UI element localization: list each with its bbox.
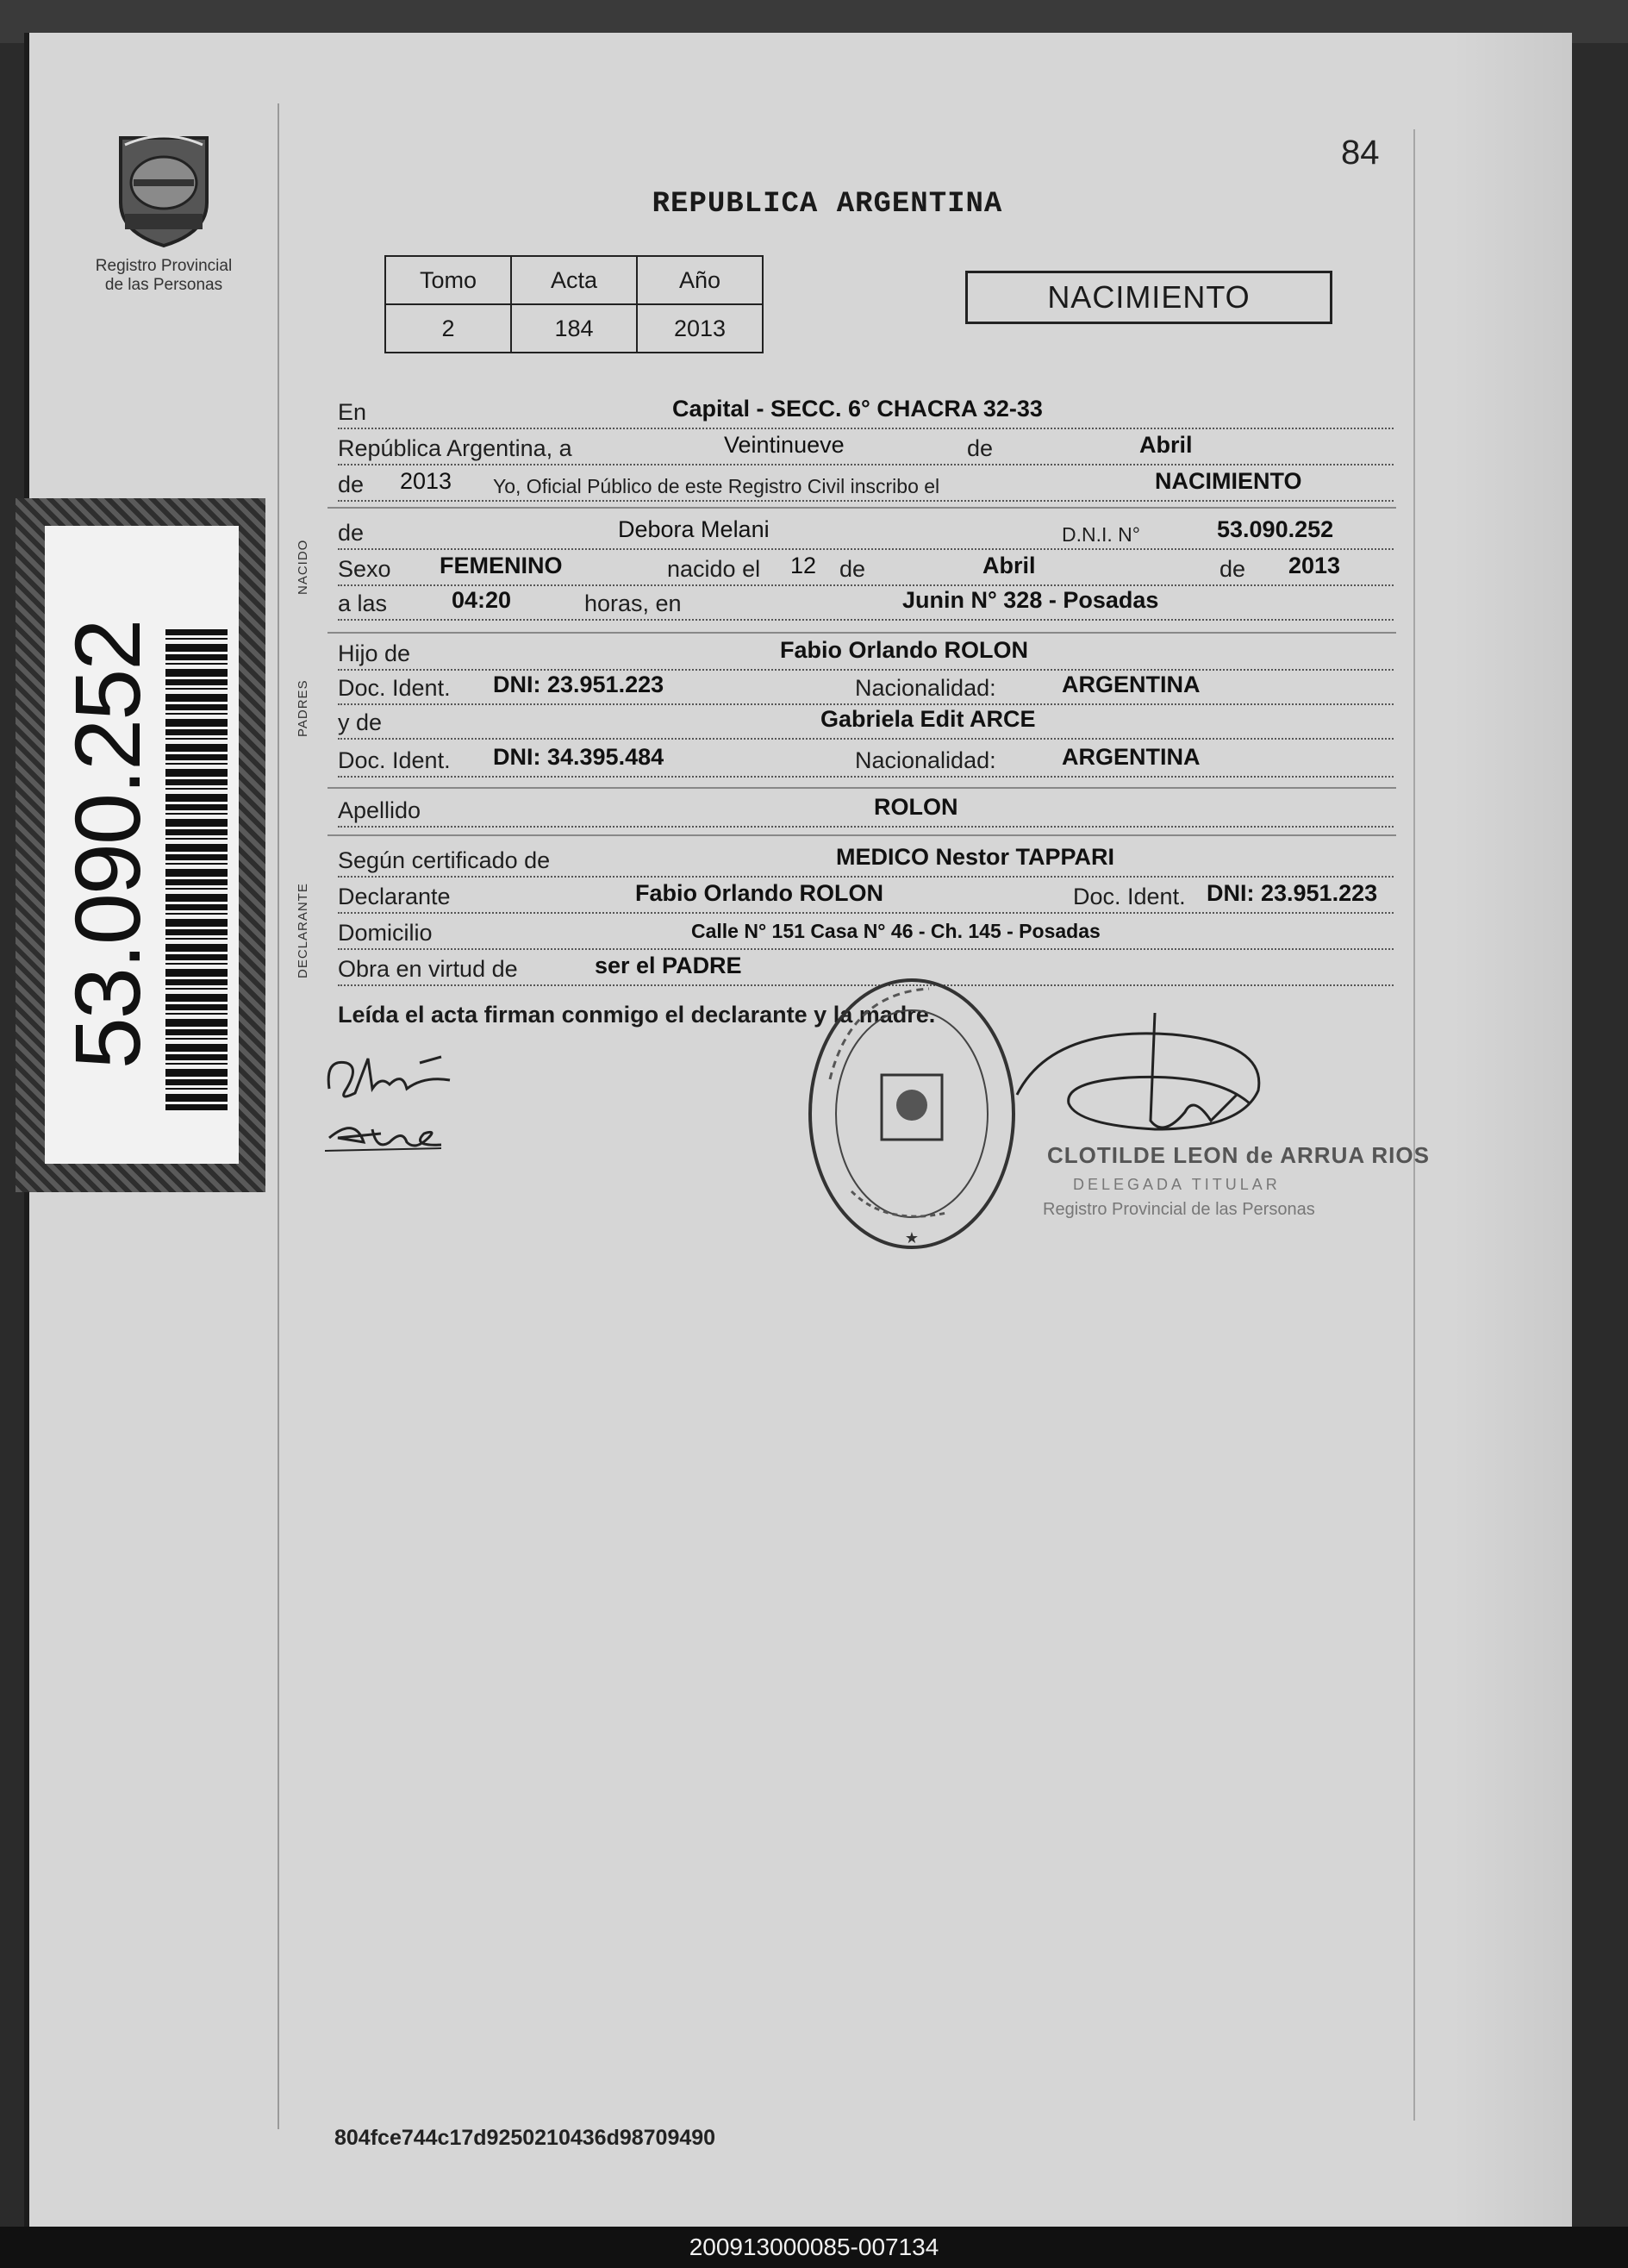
value-day: Veintinueve [724, 432, 845, 458]
section-separator [327, 834, 1396, 836]
table-value-tomo: 2 [385, 304, 511, 353]
label-y-de: y de [338, 709, 383, 735]
dotted-line [338, 428, 1394, 429]
value-mother-nationality: ARGENTINA [1062, 744, 1201, 770]
value-place: Capital - SECC. 6° CHACRA 32-33 [672, 396, 1043, 422]
dotted-line [338, 738, 1394, 740]
closing-statement: Leída el acta firman conmigo el declarante y la madre. [338, 1002, 936, 1028]
record-row-place [338, 395, 1394, 429]
dotted-line [338, 776, 1394, 778]
record-row-sex [338, 552, 1394, 586]
signature-2 [321, 1112, 450, 1164]
value-declarant-doc: DNI: 23.951.223 [1207, 880, 1378, 906]
label-republica: República Argentina, a [338, 435, 572, 461]
table-value-ano: 2013 [637, 304, 763, 353]
record-row-father [338, 636, 1394, 671]
label-de: de [1219, 556, 1246, 582]
value-father: Fabio Orlando ROLON [780, 637, 1028, 663]
value-birth-month: Abril [982, 553, 1036, 578]
signature-1 [321, 1041, 467, 1110]
value-mother: Gabriela Edit ARCE [820, 706, 1036, 732]
value-surname: ROLON [874, 794, 958, 820]
registry-logo [69, 121, 259, 295]
record-row-certificate [338, 843, 1394, 878]
value-sexo: FEMENINO [440, 553, 563, 578]
value-birth-year: 2013 [1288, 553, 1341, 578]
act-type-box: NACIMIENTO [965, 271, 1332, 324]
document-hash: 804fce744c17d9250210436d98709490 [334, 2126, 716, 2150]
table-value-acta: 184 [511, 304, 637, 353]
left-margin-line [278, 103, 279, 2129]
record-row-year [338, 467, 1394, 502]
label-sexo: Sexo [338, 556, 391, 582]
scan-id: 200913000085-007134 [689, 2234, 939, 2260]
table-header-tomo: Tomo [385, 256, 511, 304]
section-label-declarante: DECLARANTE [296, 883, 310, 978]
label-apellido: Apellido [338, 797, 421, 823]
label-horas: horas, en [584, 590, 682, 616]
label-nacido-el: nacido el [667, 556, 761, 582]
record-row-surname [338, 793, 1394, 828]
label-segun: Según certificado de [338, 847, 551, 873]
dotted-line [338, 464, 1394, 465]
value-name: Debora Melani [618, 516, 770, 542]
value-month: Abril [1139, 432, 1193, 458]
label-declarante: Declarante [338, 884, 451, 909]
official-name: CLOTILDE LEON de ARRUA RIOS [1047, 1142, 1430, 1168]
scan-footer-bar [0, 2227, 1628, 2268]
record-row-time [338, 586, 1394, 621]
value-declarant: Fabio Orlando ROLON [635, 880, 883, 906]
value-year: 2013 [400, 468, 452, 494]
label-doc-ident: Doc. Ident. [338, 747, 451, 773]
table-header-ano: Año [637, 256, 763, 304]
label-doc-ident: Doc. Ident. [338, 675, 451, 701]
dotted-line [338, 500, 1394, 502]
record-row-father-doc [338, 671, 1394, 705]
label-nacionalidad: Nacionalidad: [855, 675, 996, 701]
logo-caption-2: de las Personas [104, 276, 223, 294]
section-label-padres: PADRES [296, 679, 310, 737]
label-de: de [338, 472, 365, 497]
value-obra: ser el PADRE [595, 953, 742, 978]
provincial-emblem-icon [99, 121, 228, 250]
value-dni: 53.090.252 [1217, 516, 1334, 542]
label-de: de [839, 556, 866, 582]
label-en: En [338, 399, 367, 425]
value-certificate: MEDICO Nestor TAPPARI [836, 844, 1115, 870]
record-row-mother-doc [338, 743, 1394, 778]
logo-caption-1: Registro Provincial [95, 257, 233, 275]
section-separator [327, 632, 1396, 634]
section-separator [327, 507, 1396, 509]
table-header-acta: Acta [511, 256, 637, 304]
record-row-name [338, 515, 1394, 550]
label-dni: D.N.I. N° [1062, 523, 1140, 546]
value-father-nationality: ARGENTINA [1062, 672, 1201, 697]
right-margin-line [1413, 129, 1415, 2121]
document-title: REPUBLICA ARGENTINA [652, 188, 1003, 221]
record-row-date [338, 431, 1394, 465]
section-label-nacido: NACIDO [296, 539, 310, 595]
official-seal-stamp [800, 967, 1024, 1260]
official-title: DELEGADA TITULAR [1073, 1176, 1281, 1193]
value-birth-day: 12 [790, 553, 817, 578]
dotted-line [338, 948, 1394, 950]
barcode-bars [165, 629, 228, 1112]
official-organization: Registro Provincial de las Personas [1043, 1200, 1315, 1219]
label-obra: Obra en virtud de [338, 956, 518, 982]
page-number: 84 [1341, 134, 1380, 172]
dotted-line [338, 876, 1394, 878]
label-de: de [338, 520, 365, 546]
record-row-declarant [338, 879, 1394, 914]
label-a-las: a las [338, 590, 388, 616]
svg-text:★: ★ [904, 1229, 920, 1246]
value-father-doc: DNI: 23.951.223 [493, 672, 664, 697]
dotted-line [338, 548, 1394, 550]
value-address: Calle N° 151 Casa N° 46 - Ch. 145 - Posadas [691, 920, 1101, 942]
barcode-number: 53.090.252 [55, 620, 159, 1070]
record-row-mother [338, 705, 1394, 740]
dotted-line [338, 619, 1394, 621]
label-hijo-de: Hijo de [338, 640, 411, 666]
value-birth-place: Junin N° 328 - Posadas [902, 587, 1159, 613]
label-doc-ident: Doc. Ident. [1073, 884, 1186, 909]
record-row-address [338, 915, 1394, 950]
page-shade [1451, 33, 1572, 2227]
barcode-sticker [45, 526, 239, 1164]
dotted-line [338, 826, 1394, 828]
label-yo: Yo, Oficial Público de este Registro Civil inscribo el [493, 475, 940, 497]
section-separator [327, 787, 1396, 789]
label-nacionalidad: Nacionalidad: [855, 747, 996, 773]
value-birth-time: 04:20 [452, 587, 512, 613]
dotted-line [338, 912, 1394, 914]
value-mother-doc: DNI: 34.395.484 [493, 744, 664, 770]
label-de: de [967, 435, 994, 461]
label-domicilio: Domicilio [338, 920, 433, 946]
value-inscribo: NACIMIENTO [1155, 468, 1302, 494]
registry-table [384, 255, 764, 353]
